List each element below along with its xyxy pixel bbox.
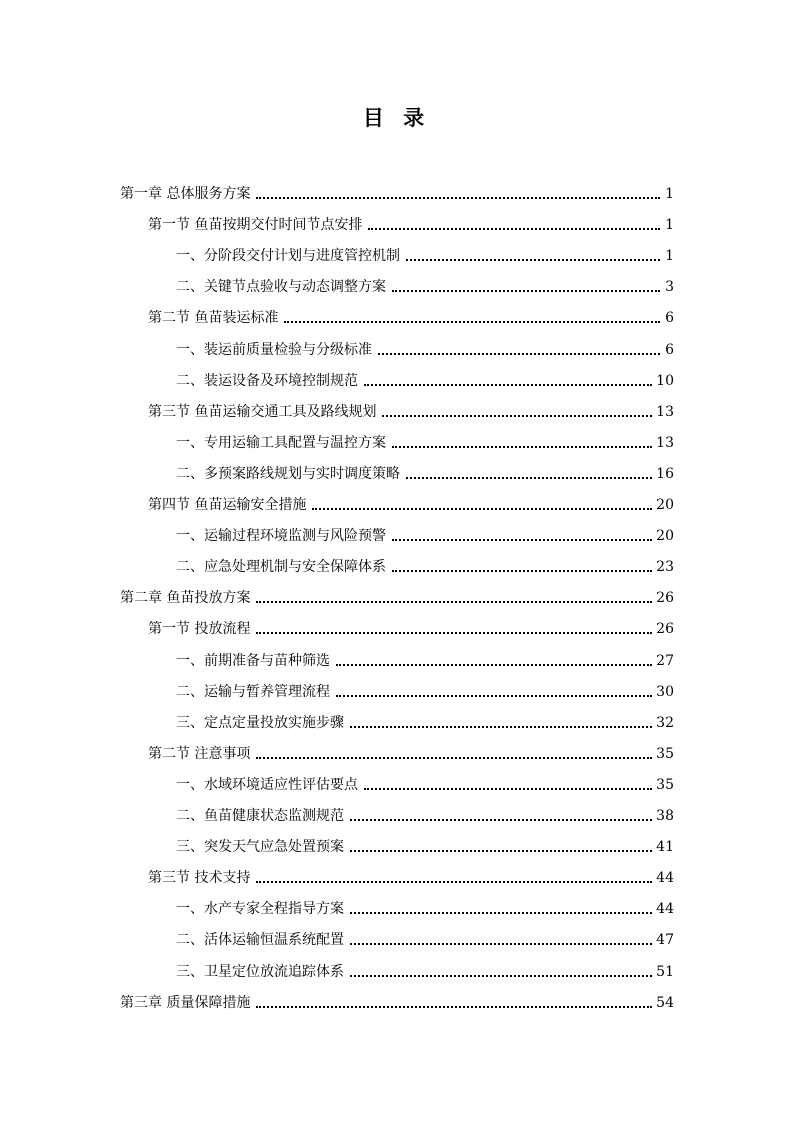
toc-entry-page-number: 51 (656, 964, 674, 980)
toc-entry-title: 三、定点定量投放实施步骤 (176, 715, 344, 731)
toc-entry[interactable] (176, 367, 674, 391)
toc-entry-page-number: 1 (665, 186, 674, 202)
toc-entry-title: 二、多预案路线规划与实时调度策略 (176, 466, 400, 482)
toc-entry-page-number: 10 (656, 373, 674, 389)
toc-entry-title: 一、水域环境适应性评估要点 (176, 777, 358, 793)
toc-dot-leader (392, 446, 652, 448)
toc-entry-title: 二、应急处理机制与安全保障体系 (176, 559, 386, 575)
toc-dot-leader (364, 384, 652, 386)
toc-entry-title: 第三章 质量保障措施 (120, 995, 251, 1011)
toc-entry[interactable] (148, 211, 674, 235)
toc-entry[interactable] (148, 864, 674, 888)
toc-dot-leader (312, 508, 652, 510)
toc-dot-leader (368, 228, 660, 230)
toc-entry-title: 三、突发天气应急处置预案 (176, 839, 344, 855)
toc-entry[interactable] (176, 553, 674, 577)
toc-dot-leader (336, 664, 652, 666)
toc-entry-title: 第一章 总体服务方案 (120, 186, 251, 202)
toc-entry-page-number: 35 (656, 777, 674, 793)
toc-entry-page-number: 20 (656, 528, 674, 544)
toc-entry-page-number: 16 (656, 466, 674, 482)
toc-entry-title: 一、装运前质量检验与分级标准 (176, 342, 372, 358)
toc-entry-title: 第一节 鱼苗按期交付时间节点安排 (148, 217, 363, 233)
toc-dot-leader (350, 850, 652, 852)
toc-entry-title: 二、装运设备及环境控制规范 (176, 373, 358, 389)
toc-entry-page-number: 3 (665, 279, 674, 295)
toc-dot-leader (392, 290, 660, 292)
toc-entry-title: 二、鱼苗健康状态监测规范 (176, 808, 344, 824)
toc-dot-leader (256, 881, 652, 883)
toc-entry[interactable] (176, 958, 674, 982)
toc-entry-page-number: 6 (665, 310, 674, 326)
toc-entry-page-number: 26 (656, 621, 674, 637)
toc-dot-leader (382, 415, 652, 417)
toc-entry-page-number: 27 (656, 653, 674, 669)
toc-entry-page-number: 54 (656, 995, 674, 1011)
toc-entry[interactable] (148, 491, 674, 515)
toc-entry-page-number: 23 (656, 559, 674, 575)
toc-entry[interactable] (176, 678, 674, 702)
toc-entry[interactable] (176, 522, 674, 546)
toc-entry-title: 第二节 注意事项 (148, 746, 251, 762)
toc-entry-title: 第四节 鱼苗运输安全措施 (148, 497, 307, 513)
toc-entry[interactable] (148, 398, 674, 422)
toc-entry-title: 二、关键节点验收与动态调整方案 (176, 279, 386, 295)
toc-entry-title: 二、活体运输恒温系统配置 (176, 932, 344, 948)
toc-entry-page-number: 44 (656, 870, 674, 886)
toc-entry-page-number: 1 (665, 217, 674, 233)
toc-entry[interactable] (120, 584, 674, 608)
toc-entry[interactable] (120, 180, 674, 204)
toc-entry-title: 第二节 鱼苗装运标准 (148, 310, 279, 326)
toc-dot-leader (350, 975, 652, 977)
toc-dot-leader (336, 695, 652, 697)
toc-entry-title: 一、运输过程环境监测与风险预警 (176, 528, 386, 544)
toc-entry[interactable] (120, 989, 674, 1013)
toc-entry-page-number: 13 (656, 435, 674, 451)
toc-entry-page-number: 13 (656, 404, 674, 420)
toc-entry-title: 第三节 鱼苗运输交通工具及路线规划 (148, 404, 377, 420)
toc-entry[interactable] (176, 895, 674, 919)
toc-entry-title: 二、运输与暂养管理流程 (176, 684, 330, 700)
toc-dot-leader (256, 1006, 652, 1008)
toc-dot-leader (406, 477, 652, 479)
toc-entry[interactable] (176, 242, 674, 266)
toc-entry-title: 第一节 投放流程 (148, 621, 251, 637)
toc-entry-title: 一、分阶段交付计划与进度管控机制 (176, 248, 400, 264)
toc-dot-leader (256, 632, 652, 634)
toc-entry-page-number: 26 (656, 590, 674, 606)
toc-entry-title: 一、专用运输工具配置与温控方案 (176, 435, 386, 451)
toc-dot-leader (378, 353, 660, 355)
toc-entry-title: 第二章 鱼苗投放方案 (120, 590, 251, 606)
toc-entry[interactable] (176, 429, 674, 453)
toc-entry[interactable] (176, 336, 674, 360)
toc-dot-leader (350, 943, 652, 945)
toc-entry-page-number: 41 (656, 839, 674, 855)
toc-dot-leader (256, 601, 652, 603)
toc-dot-leader (256, 757, 652, 759)
toc-dot-leader (256, 197, 660, 199)
toc-dot-leader (284, 321, 660, 323)
toc-entry-title: 一、前期准备与苗种筛选 (176, 653, 330, 669)
toc-entry-page-number: 1 (665, 248, 674, 264)
toc-entry[interactable] (176, 647, 674, 671)
toc-dot-leader (350, 726, 652, 728)
toc-dot-leader (350, 819, 652, 821)
toc-entry[interactable] (176, 833, 674, 857)
toc-entry-page-number: 38 (656, 808, 674, 824)
toc-dot-leader (392, 570, 652, 572)
toc-entry-title: 三、卫星定位放流追踪体系 (176, 964, 344, 980)
toc-entry-page-number: 32 (656, 715, 674, 731)
toc-entry-page-number: 20 (656, 497, 674, 513)
toc-entry-title: 第三节 技术支持 (148, 870, 251, 886)
toc-entry[interactable] (148, 615, 674, 639)
toc-entry[interactable] (176, 460, 674, 484)
toc-dot-leader (406, 259, 660, 261)
toc-entry[interactable] (176, 802, 674, 826)
toc-entry[interactable] (176, 273, 674, 297)
toc-entry-page-number: 30 (656, 684, 674, 700)
toc-entry-page-number: 47 (656, 932, 674, 948)
toc-entry-page-number: 6 (665, 342, 674, 358)
toc-entry-page-number: 35 (656, 746, 674, 762)
toc-dot-leader (364, 788, 652, 790)
page-title: 目 录 (362, 105, 431, 130)
toc-entry[interactable] (148, 740, 674, 764)
toc-entry[interactable] (176, 771, 674, 795)
toc-entry-title: 一、水产专家全程指导方案 (176, 901, 344, 917)
toc-dot-leader (392, 539, 652, 541)
toc-dot-leader (350, 912, 652, 914)
toc-entry[interactable] (148, 304, 674, 328)
toc-entry[interactable] (176, 926, 674, 950)
toc-entry[interactable] (176, 709, 674, 733)
toc-entry-page-number: 44 (656, 901, 674, 917)
